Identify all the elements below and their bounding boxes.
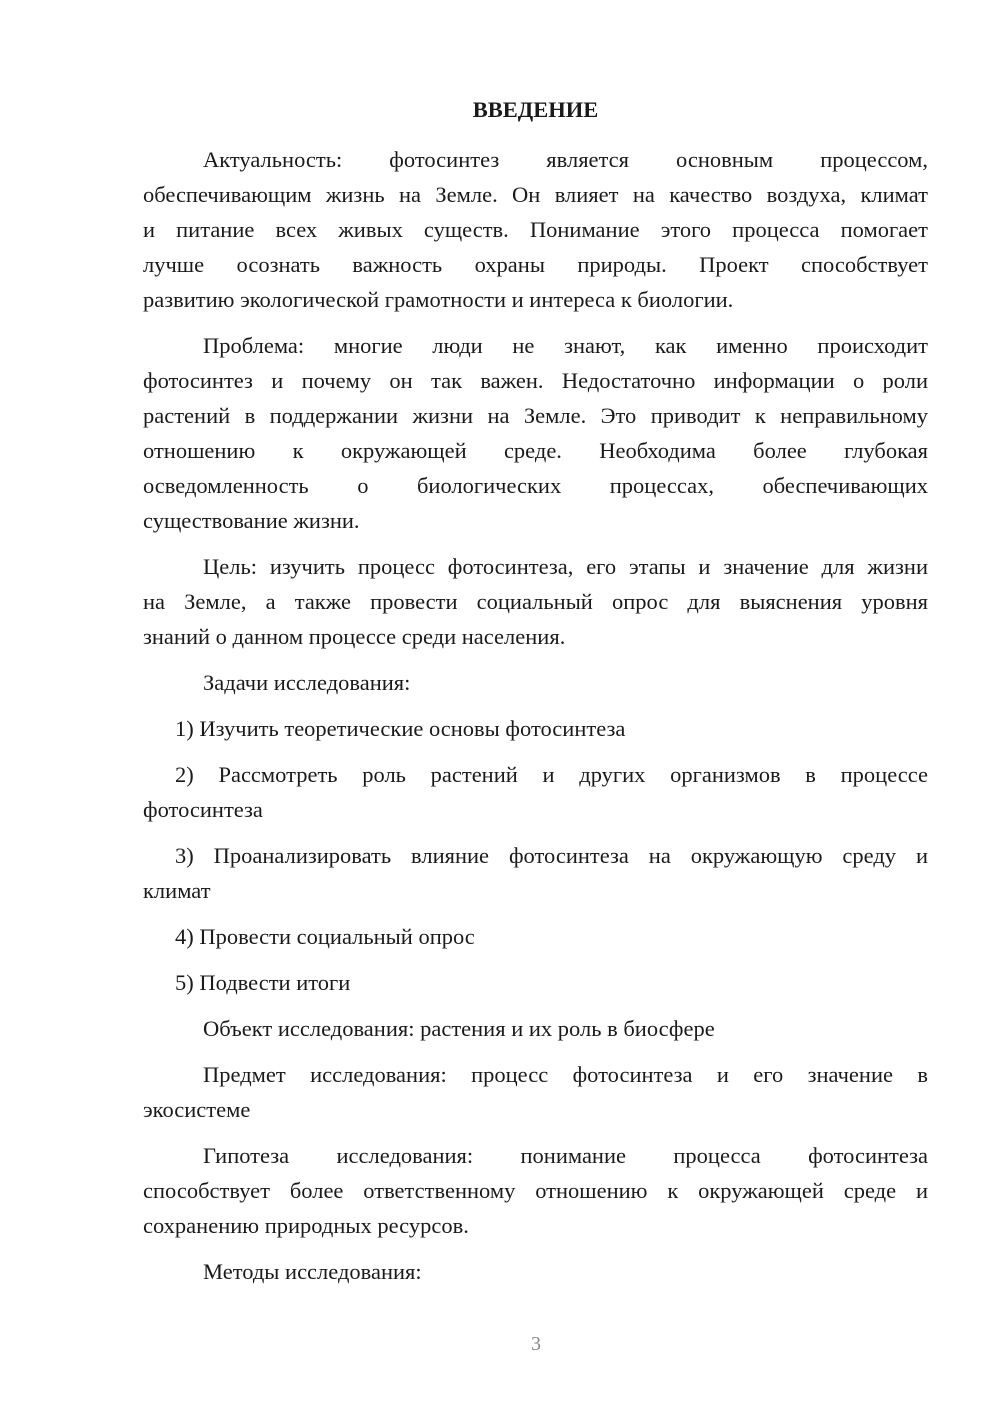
- text-line: и питание всех живых существ. Понимание этого процесса помогает: [143, 217, 928, 242]
- paragraph: [143, 328, 928, 538]
- paragraph: [143, 1057, 928, 1127]
- text-line: осведомленность о биологических процессах, обеспечивающих: [143, 473, 928, 498]
- list-item: [143, 757, 928, 827]
- text-line: Актуальность: фотосинтез является основным процессом,: [203, 147, 928, 172]
- text-line: Цель: изучить процесс фотосинтеза, его этапы и значение для жизни: [203, 554, 928, 579]
- list-item: [143, 838, 928, 908]
- text-line: фотосинтеза: [143, 797, 263, 822]
- text-line: Методы исследования:: [203, 1259, 422, 1284]
- page-number: 3: [531, 1333, 541, 1355]
- text-line: на Земле, а также провести социальный опрос для выяснения уровня: [143, 589, 928, 614]
- paragraph: [143, 665, 928, 700]
- text-line: климат: [143, 878, 211, 903]
- text-line: Задачи исследования:: [203, 670, 411, 695]
- text-line: отношению к окружающей среде. Необходима более глубокая: [143, 438, 928, 463]
- text-line: обеспечивающим жизнь на Земле. Он влияет на качество воздуха, климат: [143, 182, 928, 207]
- paragraph: [143, 1138, 928, 1243]
- text-line: существование жизни.: [143, 508, 360, 533]
- text-line: растений в поддержании жизни на Земле. Это приводит к неправильному: [143, 403, 928, 428]
- paragraph: [143, 142, 928, 317]
- text-line: Объект исследования: растения и их роль в биосфере: [203, 1016, 715, 1041]
- paragraph: [143, 1254, 928, 1289]
- text-line: Предмет исследования: процесс фотосинтеза и его значение в: [203, 1062, 928, 1087]
- text-line: фотосинтез и почему он так важен. Недостаточно информации о роли: [143, 368, 928, 393]
- body-text: [143, 142, 928, 1289]
- text-line: лучше осознать важность охраны природы. Проект способствует: [143, 252, 928, 277]
- list-item: [143, 919, 928, 954]
- section-title: ВВЕДЕНИЕ: [472, 97, 599, 122]
- text-line: сохранению природных ресурсов.: [143, 1213, 469, 1238]
- paragraph: [143, 1011, 928, 1046]
- text-line: развитию экологической грамотности и интереса к биологии.: [143, 287, 734, 312]
- text-line: 3) Проанализировать влияние фотосинтеза на окружающую среду и: [175, 843, 928, 868]
- text-line: Проблема: многие люди не знают, как именно происходит: [203, 333, 928, 358]
- paragraph: [143, 549, 928, 654]
- text-line: 1) Изучить теоретические основы фотосинтеза: [175, 716, 626, 741]
- text-line: знаний о данном процессе среди населения.: [143, 624, 566, 649]
- text-line: 2) Рассмотреть роль растений и других организмов в процессе: [175, 762, 928, 787]
- text-line: 4) Провести социальный опрос: [175, 924, 475, 949]
- text-line: 5) Подвести итоги: [175, 970, 351, 995]
- text-line: Гипотеза исследования: понимание процесса фотосинтеза: [203, 1143, 928, 1168]
- list-item: [143, 711, 928, 746]
- text-line: экосистеме: [143, 1097, 251, 1122]
- text-line: способствует более ответственному отношению к окружающей среде и: [143, 1178, 928, 1203]
- list-item: [143, 965, 928, 1000]
